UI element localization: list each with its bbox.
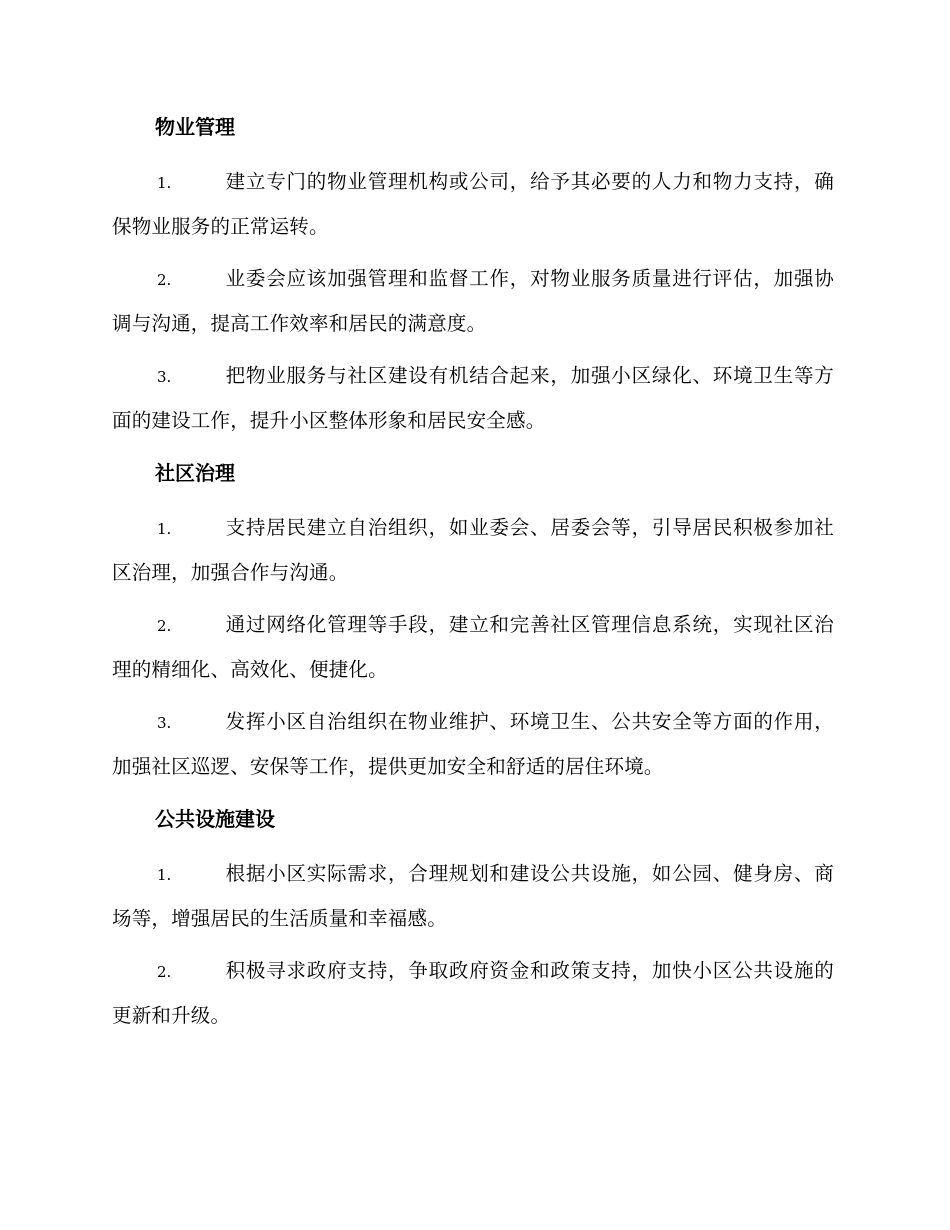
item-text: 积极寻求政府支持，争取政府资金和政策支持，加快小区公共设施的更新和升级。 [112,959,834,1027]
item-number: 2. [157,271,172,289]
section-heading: 公共设施建设 [155,807,275,831]
list-item [112,603,834,691]
item-text: 把物业服务与社区建设有机结合起来，加强小区绿化、环境卫生等方面的建设工作，提升小区整体形象和居民安全感。 [112,364,834,432]
item-text: 建立专门的物业管理机构或公司，给予其必要的人力和物力支持，确保物业服务的正常运转。 [112,170,834,238]
list-item [112,160,834,248]
list-item [112,506,834,594]
list-item [112,257,834,345]
list-item [112,700,834,788]
item-number: 1. [157,174,172,192]
item-number: 1. [157,520,172,538]
item-number: 3. [157,714,172,732]
item-text: 通过网络化管理等手段，建立和完善社区管理信息系统，实现社区治理的精细化、高效化、便捷化。 [112,613,834,681]
item-number: 1. [157,866,172,884]
list-item [112,949,834,1037]
section-heading: 物业管理 [155,115,235,139]
item-text: 支持居民建立自治组织，如业委会、居委会等，引导居民积极参加社区治理，加强合作与沟通。 [112,516,834,584]
list-item [112,354,834,442]
item-text: 业委会应该加强管理和监督工作，对物业服务质量进行评估，加强协调与沟通，提高工作效率和居民的满意度。 [112,267,834,335]
item-number: 3. [157,368,172,386]
item-text: 发挥小区自治组织在物业维护、环境卫生、公共安全等方面的作用，加强社区巡逻、安保等工作，提供更加安全和舒适的居住环境。 [112,710,834,778]
list-item [112,852,834,940]
section-heading: 社区治理 [155,461,235,485]
item-number: 2. [157,617,172,635]
item-text: 根据小区实际需求，合理规划和建设公共设施，如公园、健身房、商场等，增强居民的生活质量和幸福感。 [112,862,834,930]
item-number: 2. [157,963,172,981]
